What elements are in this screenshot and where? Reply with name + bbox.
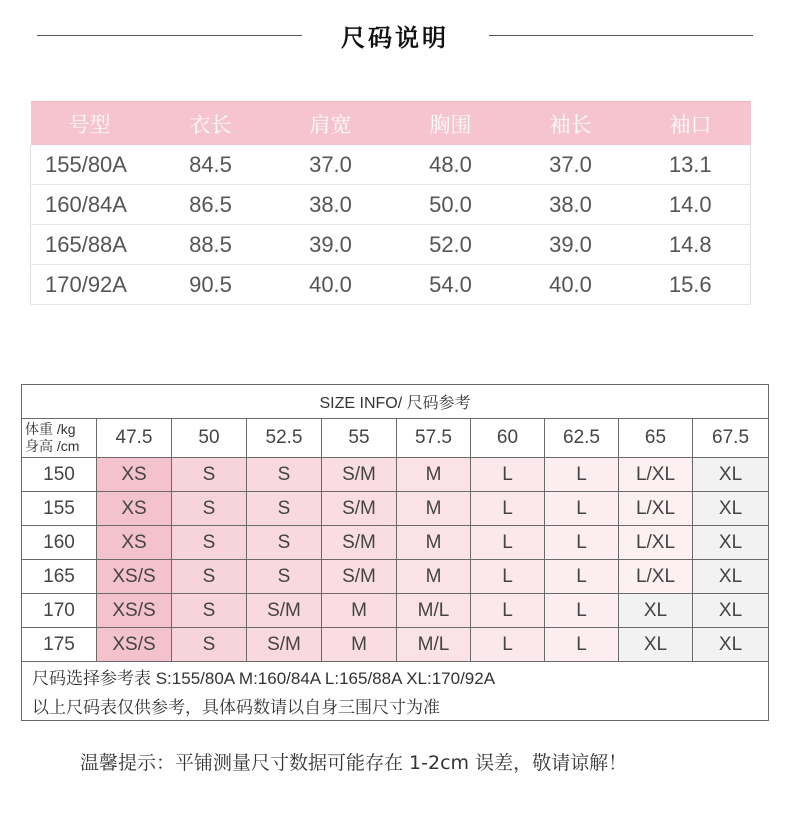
size-selection-note: 尺码选择参考表 S:155/80A M:160/84A L:165/88A XL:170/92A xyxy=(22,662,769,692)
header-cell: 衣长 xyxy=(151,102,271,146)
size-cell: M xyxy=(322,628,397,662)
size-cell: XL xyxy=(619,628,693,662)
weight-header-cell: 62.5 xyxy=(545,419,619,458)
size-cell: M xyxy=(397,492,471,526)
table-row xyxy=(31,225,751,265)
size-cell: S/M xyxy=(322,492,397,526)
size-cell: S xyxy=(247,560,322,594)
header-cell: 胸围 xyxy=(391,102,511,146)
size-cell: XL xyxy=(693,628,769,662)
table-cell: 40.0 xyxy=(511,265,631,305)
size-cell: L xyxy=(545,594,619,628)
table-cell: 160/84A xyxy=(31,185,151,225)
size-cell: L xyxy=(471,594,545,628)
size-cell: XS xyxy=(97,492,172,526)
height-cell: 150 xyxy=(22,458,97,492)
weight-header-cell: 57.5 xyxy=(397,419,471,458)
size-cell: S xyxy=(172,560,247,594)
table-row xyxy=(31,185,751,225)
size-cell: S xyxy=(172,628,247,662)
weight-header-cell: 47.5 xyxy=(97,419,172,458)
page-title: 尺码说明 xyxy=(341,24,449,52)
size-cell: XL xyxy=(693,492,769,526)
size-cell: S xyxy=(172,492,247,526)
table-cell: 170/92A xyxy=(31,265,151,305)
size-cell: S xyxy=(247,492,322,526)
size-cell: XL xyxy=(693,594,769,628)
size-cell: S/M xyxy=(247,628,322,662)
height-cell: 155 xyxy=(22,492,97,526)
table-cell: 50.0 xyxy=(391,185,511,225)
table-row xyxy=(22,526,769,560)
table-cell: 40.0 xyxy=(271,265,391,305)
size-cell: S/M xyxy=(322,526,397,560)
weight-unit-label: 体重 /kg xyxy=(25,421,76,437)
size-cell: XS/S xyxy=(97,560,172,594)
size-cell: M/L xyxy=(397,628,471,662)
size-cell: L xyxy=(545,492,619,526)
size-cell: M xyxy=(397,458,471,492)
corner-label xyxy=(22,419,97,458)
size-cell: XS xyxy=(97,458,172,492)
table-cell: 38.0 xyxy=(511,185,631,225)
header-cell: 号型 xyxy=(31,102,151,146)
size-cell: S xyxy=(247,458,322,492)
table-cell: 37.0 xyxy=(511,145,631,185)
table-cell: 155/80A xyxy=(31,145,151,185)
height-cell: 160 xyxy=(22,526,97,560)
size-cell: S xyxy=(247,526,322,560)
size-cell: L xyxy=(471,628,545,662)
size-reference-table xyxy=(21,384,769,721)
weight-header-cell: 60 xyxy=(471,419,545,458)
header-cell: 肩宽 xyxy=(271,102,391,146)
table-cell: 165/88A xyxy=(31,225,151,265)
height-cell: 165 xyxy=(22,560,97,594)
weight-header-cell: 50 xyxy=(172,419,247,458)
size-cell: L xyxy=(545,526,619,560)
table-cell: 90.5 xyxy=(151,265,271,305)
size-cell: L xyxy=(545,458,619,492)
size-cell: XL xyxy=(619,594,693,628)
table-cell: 39.0 xyxy=(271,225,391,265)
size-cell: M xyxy=(397,560,471,594)
table-cell: 48.0 xyxy=(391,145,511,185)
size-cell: S/M xyxy=(322,458,397,492)
size-cell: M xyxy=(322,594,397,628)
size-cell: L xyxy=(471,526,545,560)
table-cell: 52.0 xyxy=(391,225,511,265)
height-cell: 175 xyxy=(22,628,97,662)
table-cell: 15.6 xyxy=(631,265,751,305)
table-cell: 14.8 xyxy=(631,225,751,265)
size-cell: XS/S xyxy=(97,594,172,628)
size-cell: XL xyxy=(693,526,769,560)
reference-disclaimer: 以上尺码表仅供参考，具体码数请以自身三围尺寸为准 xyxy=(22,691,769,721)
table-cell: 88.5 xyxy=(151,225,271,265)
size-cell: XL xyxy=(693,458,769,492)
weight-header-row xyxy=(22,419,769,458)
size-measurement-table xyxy=(30,101,751,305)
table-cell: 54.0 xyxy=(391,265,511,305)
size-cell: XS/S xyxy=(97,628,172,662)
size-cell: S/M xyxy=(247,594,322,628)
size-cell: L xyxy=(471,458,545,492)
size-cell: S xyxy=(172,458,247,492)
height-unit-label: 身高 /cm xyxy=(25,438,80,454)
table-row xyxy=(22,594,769,628)
size-cell: XL xyxy=(693,560,769,594)
table-cell: 14.0 xyxy=(631,185,751,225)
table-cell: 37.0 xyxy=(271,145,391,185)
size-cell: XS xyxy=(97,526,172,560)
table-row xyxy=(31,265,751,305)
size-cell: S xyxy=(172,526,247,560)
header-cell: 袖口 xyxy=(631,102,751,146)
weight-header-cell: 52.5 xyxy=(247,419,322,458)
weight-header-cell: 55 xyxy=(322,419,397,458)
size-cell: M/L xyxy=(397,594,471,628)
size-cell: L xyxy=(545,560,619,594)
size-cell: L/XL xyxy=(619,560,693,594)
size-cell: S xyxy=(172,594,247,628)
weight-header-cell: 67.5 xyxy=(693,419,769,458)
table-row xyxy=(22,560,769,594)
size-cell: L xyxy=(545,628,619,662)
size-info-caption: SIZE INFO/ 尺码参考 xyxy=(22,385,769,419)
table-header-row xyxy=(31,102,751,146)
table-cell: 39.0 xyxy=(511,225,631,265)
table-row xyxy=(22,458,769,492)
height-cell: 170 xyxy=(22,594,97,628)
table-cell: 86.5 xyxy=(151,185,271,225)
weight-header-cell: 65 xyxy=(619,419,693,458)
table-row xyxy=(22,628,769,662)
size-cell: L/XL xyxy=(619,492,693,526)
size-cell: L xyxy=(471,560,545,594)
size-cell: L xyxy=(471,492,545,526)
size-cell: S/M xyxy=(322,560,397,594)
table-cell: 13.1 xyxy=(631,145,751,185)
size-cell: L/XL xyxy=(619,458,693,492)
table-row xyxy=(31,145,751,185)
header-cell: 袖长 xyxy=(511,102,631,146)
size-cell: M xyxy=(397,526,471,560)
measurement-tip: 温馨提示：平铺测量尺寸数据可能存在 1-2cm 误差，敬请谅解！ xyxy=(80,752,628,774)
table-cell: 84.5 xyxy=(151,145,271,185)
table-cell: 38.0 xyxy=(271,185,391,225)
size-cell: L/XL xyxy=(619,526,693,560)
table-row xyxy=(22,492,769,526)
